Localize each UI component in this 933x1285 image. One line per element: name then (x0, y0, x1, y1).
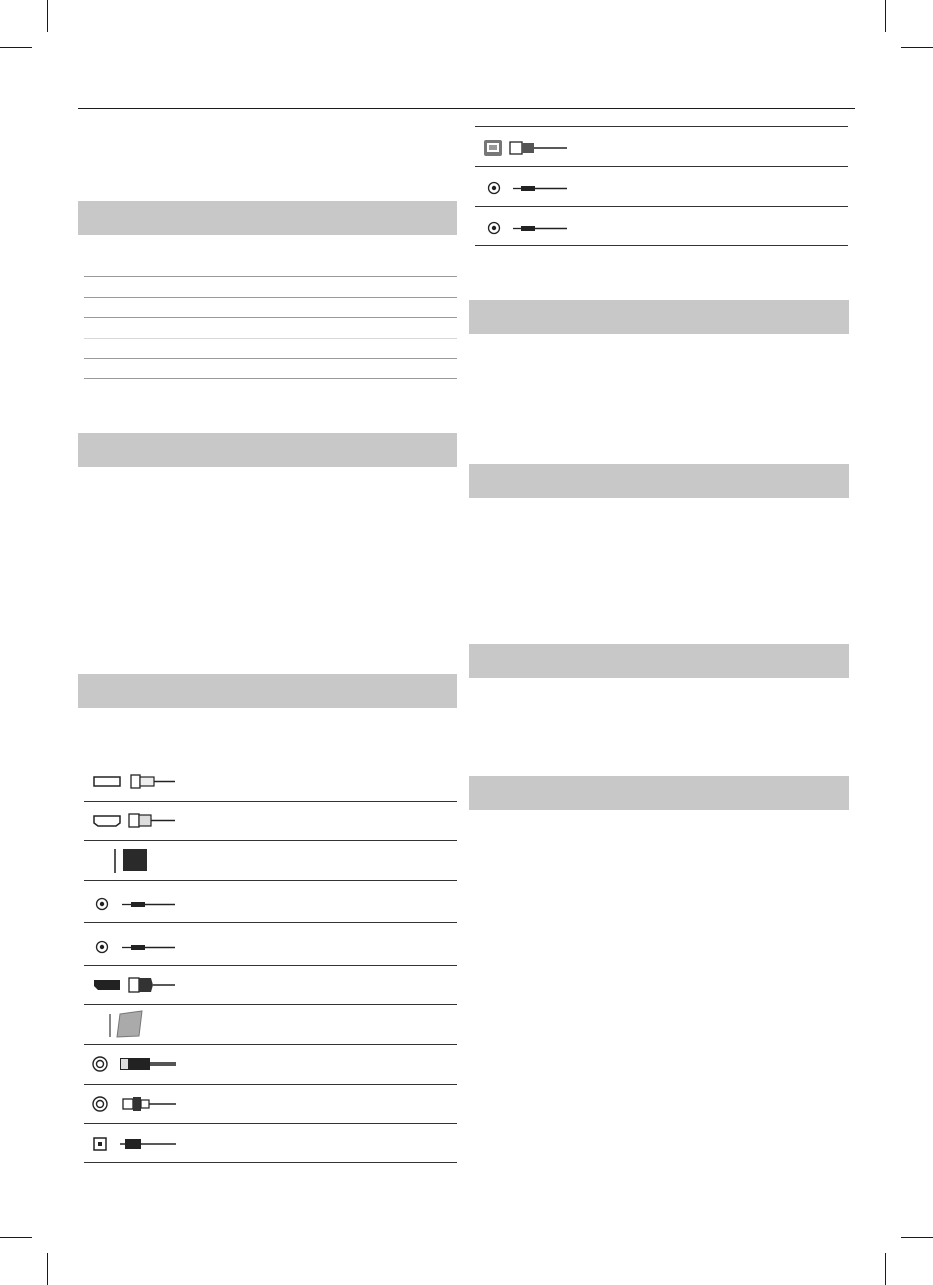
antenna-connector-row (92, 1054, 176, 1074)
section-bar (469, 776, 849, 810)
audio-plug-icon (122, 902, 175, 907)
lan-port-icon (484, 140, 502, 156)
usb-connector-row (93, 774, 175, 790)
table-divider (84, 338, 457, 339)
audio-plug-icon (513, 226, 567, 231)
ci-card-row (106, 1010, 146, 1038)
table-divider (84, 276, 457, 277)
table-divider (475, 126, 848, 127)
optical-port-icon (94, 1138, 106, 1150)
audio-plug-icon (513, 186, 567, 191)
ethernet-plug-icon (510, 142, 567, 154)
section-bar (78, 433, 457, 467)
audio-connector-row (95, 897, 175, 911)
audio-connector-row (95, 940, 175, 954)
section-bar (469, 300, 849, 334)
table-divider (84, 1162, 457, 1163)
table-divider (84, 1044, 457, 1045)
optical-plug-icon (120, 1139, 176, 1149)
audio-jack-icon (97, 899, 108, 910)
lan-connector-row (483, 138, 567, 158)
table-divider (84, 801, 457, 802)
table-divider (475, 245, 848, 246)
table-divider (84, 358, 457, 359)
table-divider (84, 1123, 457, 1124)
ci-card-icon (117, 1011, 142, 1037)
satellite-port-icon (93, 1097, 107, 1111)
crop-mark (0, 1237, 32, 1238)
audio-connector-row (487, 181, 567, 195)
audio-plug-icon (122, 945, 175, 950)
usb-port-icon (94, 777, 120, 786)
sd-card-icon (123, 849, 147, 871)
audio-jack-icon (489, 223, 500, 234)
coax-plug-icon (120, 1058, 176, 1070)
table-divider (84, 317, 457, 318)
crop-mark (47, 0, 48, 32)
audio-jack-icon (97, 942, 108, 953)
audio-connector-row (487, 221, 567, 235)
displayport-row (93, 976, 175, 994)
section-bar (78, 674, 457, 708)
table-divider (84, 840, 457, 841)
satellite-connector-row (92, 1094, 176, 1114)
crop-mark (0, 47, 32, 48)
displayport-icon (94, 980, 120, 990)
sd-card-row (112, 848, 152, 874)
section-bar (469, 644, 849, 678)
table-divider (84, 922, 457, 923)
crop-mark (47, 1253, 48, 1285)
table-divider (475, 166, 848, 167)
optical-connector-row (92, 1135, 176, 1153)
table-divider (475, 206, 848, 207)
audio-jack-icon (489, 183, 500, 194)
header-rule (78, 108, 855, 109)
section-bar (78, 201, 457, 235)
table-divider (84, 378, 457, 379)
table-divider (84, 1084, 457, 1085)
displayport-plug-icon (129, 978, 175, 992)
hdmi-connector-row (93, 813, 175, 829)
hdmi-plug-icon (129, 814, 175, 827)
f-connector-plug-icon (123, 1097, 176, 1111)
table-divider (84, 965, 457, 966)
crop-mark (901, 1237, 933, 1238)
crop-mark (901, 47, 933, 48)
table-divider (84, 297, 457, 298)
hdmi-port-icon (94, 816, 120, 826)
crop-mark (885, 1253, 886, 1285)
table-divider (84, 1004, 457, 1005)
section-bar (469, 464, 849, 498)
table-divider (84, 880, 457, 881)
antenna-port-icon (93, 1057, 107, 1071)
usb-plug-icon (131, 775, 175, 788)
crop-mark (885, 0, 886, 32)
